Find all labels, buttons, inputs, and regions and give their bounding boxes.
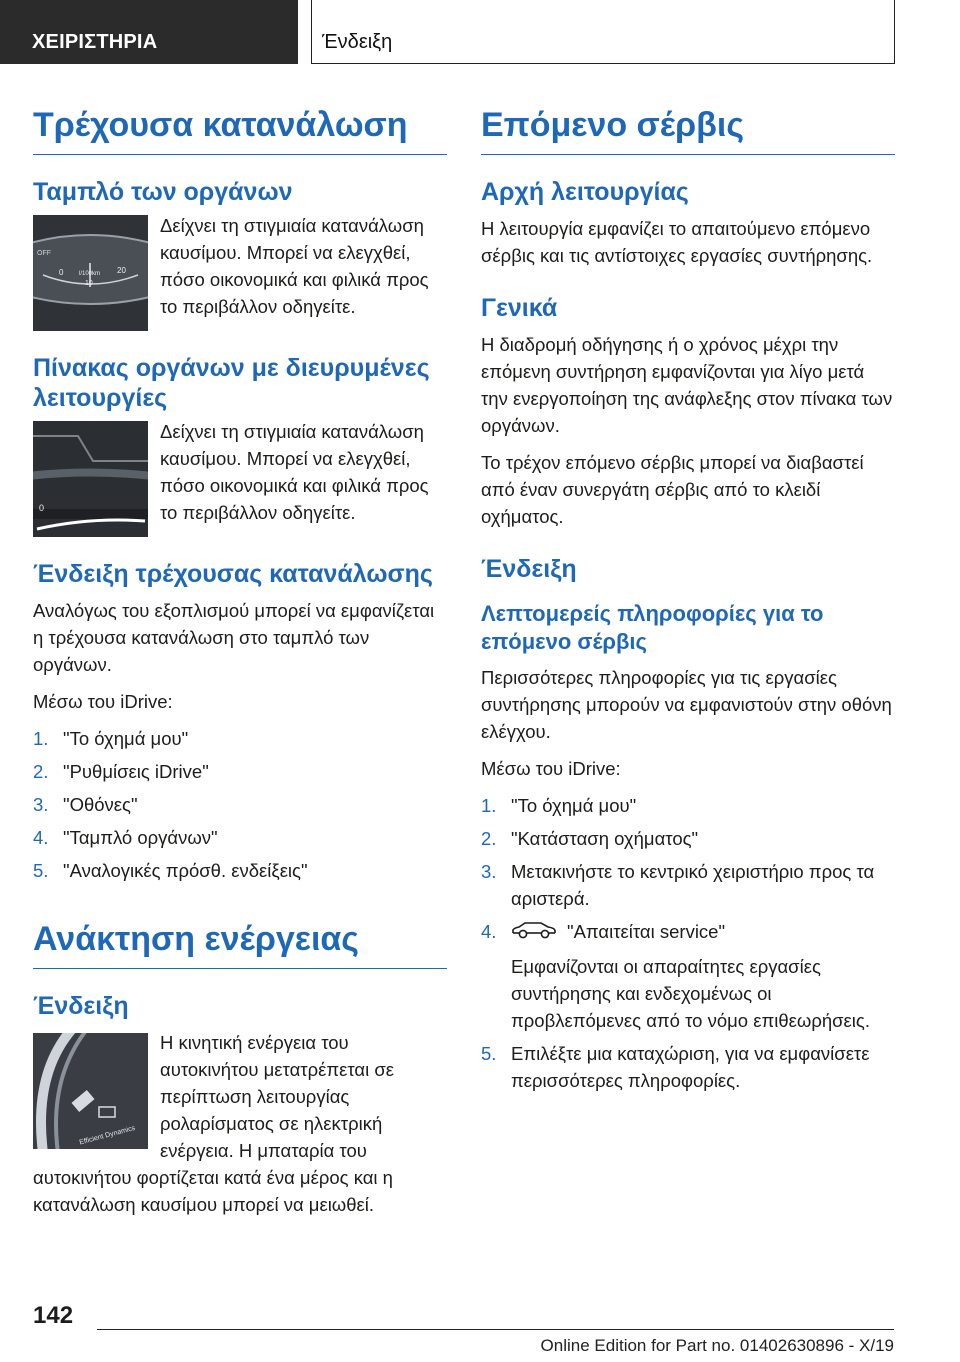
energy-recovery-text: Η κινητική ενέργεια του αυτοκινήτου μετατρέπεται σε περίπτωση λειτουργίας ρολαρίσματος σε ηλεκτρική ενέργεια. Η μπαταρία του αυτοκινήτου φορτίζεται κατά ένα μέρος και η κατανάλωση καυσίμου μπορεί να μειωθεί. [33,1032,395,1215]
step-text: "Ταμπλό οργάνων" [63,827,218,848]
step-text: "Κατάσταση οχήματος" [511,828,699,849]
energy-display-heading: Ένδειξη [33,992,129,1020]
step-number: 2. [481,828,497,849]
general-text-1: Η διαδρομή οδήγησης ή ο χρόνος μέχρι την επόμενη συντήρηση εμφανίζονται για λίγο μετά την ενεργοποίηση της ανάφλεξης στον πίνακα των οργάνων. [481,334,893,436]
extended-cluster-image [33,421,148,537]
step-text: Επιλέξτε μια καταχώριση, για να εμφανίσετε περισσότερες πληροφορίες. [511,1042,870,1091]
list-item [33,857,447,884]
list-item [33,824,447,851]
idrive-intro-left: Μέσω του iDrive: [33,691,173,712]
right-column [481,104,895,1106]
energy-recovery-text-block [33,1029,447,1218]
step-number: 5. [33,860,49,881]
right-steps-list [481,792,895,1094]
extended-cluster-heading: Πίνακας οργάνων με διευρυμένες λειτουργίες [33,354,430,412]
chapter-tab: ΧΕΙΡΙΣΤΗΡΙΑ [0,0,298,64]
gauge-label-ten: 10 [85,280,93,287]
list-item [481,792,895,819]
left-column [33,104,447,1228]
list-item [481,918,895,1034]
general-heading: Γενικά [481,294,558,322]
energy-recovery-title: Ανάκτηση ενέργειας [33,918,447,969]
extended-cluster-block [33,421,447,537]
step-number: 5. [481,1042,497,1064]
step-subtext: Εμφανίζονται οι απαραίτητες εργασίες συντήρησης και ενδεχομένως οι προβλεπόμενες από το νόμο επιθεωρήσεις. [511,955,870,1031]
current-consumption-display-text: Αναλόγως του εξοπλισμού μπορεί να εμφανίζεται η τρέχουσα κατανάλωση στο ταμπλό των οργάνων. [33,600,435,675]
step-number: 4. [33,827,49,848]
extended-gauge-label-zero: 0 [39,503,45,513]
step-text: "Ρυθμίσεις iDrive" [63,761,209,782]
extended-cluster-text: Δείχνει τη στιγμιαία κατανάλωση καυσίμου. Μπορεί να ελεγχθεί, πόσο οικονομικά και φιλικά προς το περιβάλλον οδηγείτε. [160,421,429,523]
step-text: "Οθόνες" [63,794,138,815]
consumption-gauge-image [33,215,148,331]
page-number: 142 [33,1302,74,1329]
gauge-label-off: OFF [37,250,51,257]
step-text: "Αναλογικές πρόσθ. ενδείξεις" [63,860,308,881]
gauge-label-zero: 0 [59,268,64,277]
step-text: "Το όχημά μου" [511,795,637,816]
footer-divider [97,1329,894,1330]
list-item [33,758,447,785]
current-consumption-display-heading: Ένδειξη τρέχουσας κατανάλωσης [33,560,433,588]
service-display-heading: Ένδειξη [481,555,577,583]
instrument-cluster-text: Δείχνει τη στιγμιαία κατανάλωση καυσίμου. Μπορεί να ελεγχθεί, πόσο οικονομικά και φιλικά προς το περιβάλλον οδηγείτε. [160,215,429,317]
list-item [481,825,895,852]
left-steps-list [33,725,447,884]
general-text-2: Το τρέχον επόμενο σέρβις μπορεί να διαβαστεί από έναν συνεργάτη σέρβις από το κλειδί οχήματος. [481,452,864,527]
section-tab: Ένδειξη [311,0,895,64]
gauge-label-unit: l/100km [79,271,101,277]
efficient-dynamics-label: Efficient Dynamics [78,1124,137,1147]
step-number: 3. [481,861,497,882]
step-text: Μετακινήστε το κεντρικό χειριστήριο προς τα αριστερά. [511,861,875,909]
idrive-intro-right: Μέσω του iDrive: [481,758,621,779]
car-service-icon [511,920,557,947]
instrument-cluster-heading: Ταμπλό των οργάνων [33,178,293,206]
efficient-dynamics-image [33,1033,148,1149]
current-consumption-title: Τρέχουσα κατανάλωση [33,104,447,155]
step-number: 2. [33,761,49,782]
detailed-info-heading: Λεπτομερείς πληροφορίες για το επόμενο σέρβις [481,601,824,654]
step-number: 4. [481,921,497,942]
step-text: "Το όχημά μου" [63,728,189,749]
list-item [481,858,895,912]
list-item [33,791,447,818]
instrument-cluster-block [33,215,447,331]
detailed-info-text: Περισσότερες πληροφορίες για τις εργασίες συντήρησης μπορούν να εμφανιστούν στην οθόνη ελέγχου. [481,667,892,742]
step-number: 3. [33,794,49,815]
next-service-title: Επόμενο σέρβις [481,104,895,155]
principle-heading: Αρχή λειτουργίας [481,178,689,206]
edition-note: Online Edition for Part no. 01402630896 - X/19 [540,1336,894,1355]
step-number: 1. [481,795,497,816]
step-number: 1. [33,728,49,749]
step-text: "Απαιτείται service" [567,921,726,942]
principle-text: Η λειτουργία εμφανίζει το απαιτούμενο επόμενο σέρβις και τις αντίστοιχες εργασίες συντήρησης. [481,218,873,266]
list-item [481,1040,895,1094]
gauge-label-twenty: 20 [117,266,126,275]
list-item [33,725,447,752]
